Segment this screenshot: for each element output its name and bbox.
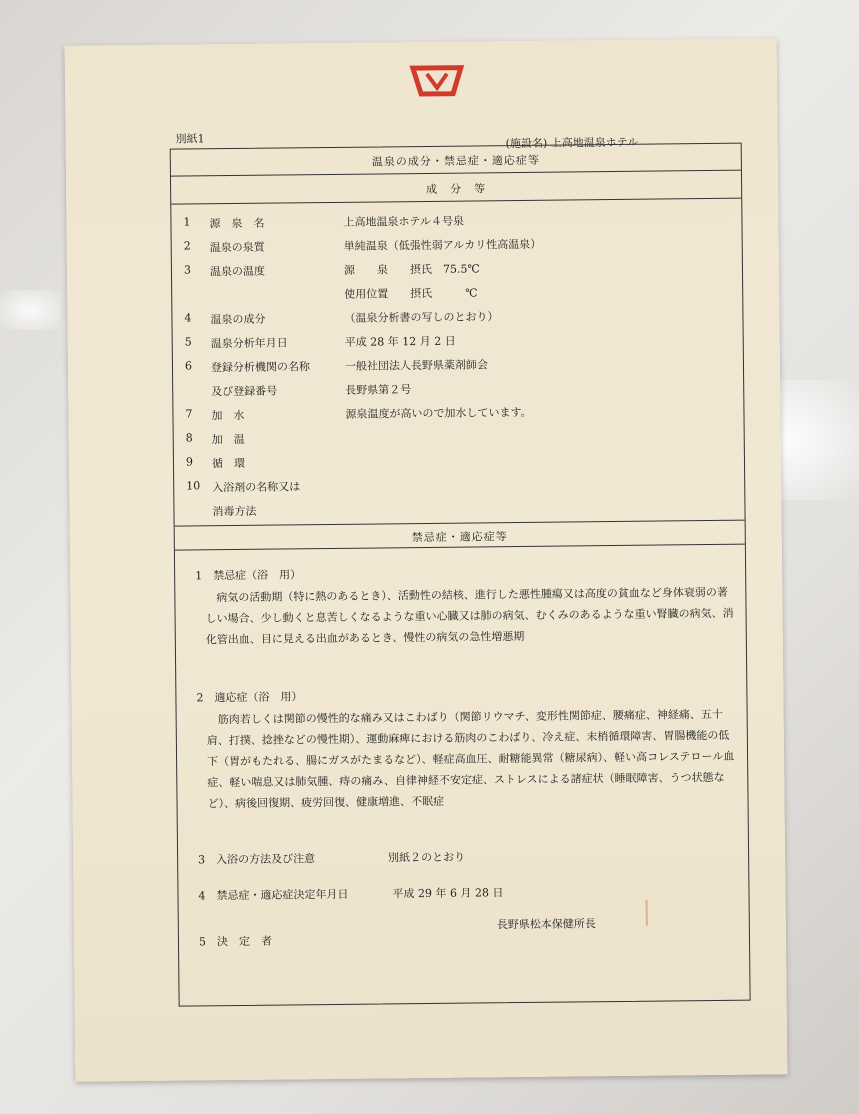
row-number: 10 (186, 479, 201, 493)
row-value: 源 泉 摂氏 75.5℃ (343, 262, 480, 277)
row-label: 消毒方法 (212, 504, 257, 519)
bath-method-value: 別紙２のとおり (388, 850, 466, 865)
component-row (171, 210, 741, 231)
row-value: 長野県第２号 (345, 383, 412, 397)
row-value: 使用位置 摂氏 ℃ (344, 286, 478, 301)
component-row (173, 378, 743, 399)
decision-date-value: 平成 29 年 6 月 28 日 (392, 886, 504, 901)
section-components-heading: 成 分 等 (426, 182, 487, 196)
decider-value: 長野県松本保健所長 (496, 917, 596, 932)
row-value: 源泉温度が高いので加水しています。 (345, 405, 532, 421)
row-number: 7 (185, 407, 193, 421)
indications-title: 2 適応症（浴 用） (196, 690, 303, 705)
component-row (172, 282, 742, 301)
decider-label: 5 決 定 者 (198, 934, 273, 949)
row-label: 加 温 (211, 432, 245, 447)
component-row (172, 306, 742, 327)
component-row (174, 474, 744, 495)
component-row (174, 450, 744, 471)
row-number: 2 (183, 239, 191, 253)
attachment-label: 別紙1 (175, 132, 205, 146)
component-row (173, 330, 743, 351)
component-row (172, 258, 742, 279)
row-number: 3 (183, 263, 192, 277)
section-indications-heading: 禁忌症・適応症等 (411, 530, 508, 545)
row-number: 8 (185, 431, 193, 445)
row-number: 5 (184, 335, 192, 349)
row-label: 循 環 (211, 456, 246, 471)
hotel-logo-icon (409, 64, 465, 101)
row-label: 温泉分析年月日 (210, 336, 288, 351)
row-label: 及び登録番号 (211, 384, 278, 399)
row-value: 上高地温泉ホテル４号泉 (343, 214, 464, 229)
light-glare (0, 290, 60, 330)
component-row (174, 498, 744, 519)
row-number: 4 (184, 311, 192, 325)
row-label: 入浴剤の名称又は (212, 480, 301, 495)
indications-text: 筋肉若しくは関節の慢性的な痛み又はこわばり（関節リウマチ、変形性関節症、腰痛症、神経痛、五十肩、打撲、捻挫などの慢性期）、運動麻痺における筋肉のこわばり、冷え症、末梢循環障害、胃腸機能の低下（胃がもたれる、腸にガスがたまるなど）、軽症高血圧、耐糖能異常（糖尿病）、軽い高コレステロール血症、軽い喘息又は肺気腫、痔の痛み、自律神経不安定症、ストレスによる諸症状（睡眠障害、うつ状態など）、病後回復期、疲労回復、健康増進、不眠症 (206, 707, 735, 811)
row-label: 加 水 (211, 408, 245, 423)
row-label: 温泉の泉質 (209, 240, 265, 255)
official-seal-mark (634, 900, 648, 926)
component-row (172, 234, 742, 255)
row-number: 9 (185, 455, 194, 469)
row-number: 1 (183, 215, 191, 229)
hot-spring-notice-sheet (65, 38, 788, 1081)
row-value: 一般社団法人長野県薬剤師会 (344, 358, 489, 373)
row-value: （温泉分析書の写しのとおり） (344, 310, 499, 325)
contraindications-text: 病気の活動期（特に熱のあるとき）、活動性の結核、進行した悪性腫瘍又は高度の貧血など身体衰弱の著しい場合、少し動くと息苦しくなるような重い心臓又は肺の病気、むくみのあるような重い腎臓の病気、消化管出血、目に見える出血があるとき、慢性の病気の急性増悪期 (205, 585, 734, 647)
document-title: 温泉の成分・禁忌症・適応症等 (371, 153, 540, 169)
bath-method-label: 3 入浴の方法及び注意 (198, 852, 316, 867)
row-label: 温泉の温度 (209, 264, 266, 279)
row-label: 温泉の成分 (210, 312, 266, 327)
row-number: 6 (184, 359, 193, 373)
document-table (170, 143, 751, 1007)
row-value: 平成 28 年 12 月 2 日 (344, 334, 456, 349)
row-value: 単純温泉（低張性弱アルカリ性高温泉） (343, 237, 542, 253)
contraindications-title: 1 禁忌症（浴 用） (195, 568, 302, 583)
component-row (174, 426, 744, 447)
row-label: 登録分析機関の名称 (210, 360, 311, 375)
row-label: 源 泉 名 (209, 216, 265, 231)
facility-name: (施設名) 上高地温泉ホテル (505, 135, 639, 151)
decision-date-label: 4 禁忌症・適応症決定年月日 (198, 887, 349, 903)
component-row (173, 354, 743, 375)
component-row (173, 402, 743, 423)
